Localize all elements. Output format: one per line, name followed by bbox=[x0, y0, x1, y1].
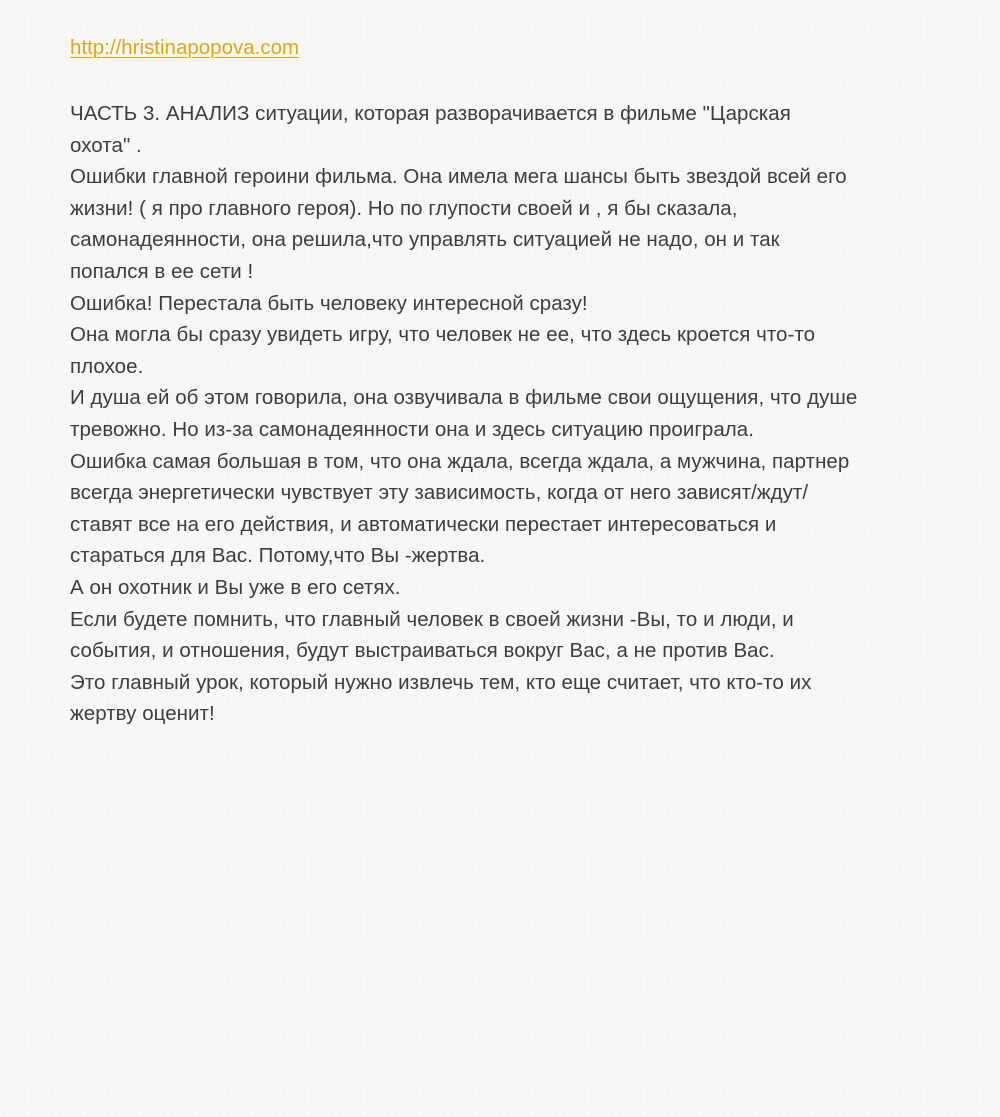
note-line: Это главный урок, который нужно извлечь тем, кто еще считает, что кто-то их bbox=[70, 670, 812, 694]
note-line: Если будете помнить, что главный человек в своей жизни -Вы, то и люди, и bbox=[70, 607, 794, 631]
note-page bbox=[70, 33, 970, 730]
note-line: попался в ее сети ! bbox=[70, 259, 254, 283]
note-line: стараться для Вас. Потому,что Вы -жертва. bbox=[70, 544, 486, 568]
note-line: охота" . bbox=[70, 133, 142, 157]
note-line: А он охотник и Вы уже в его сетях. bbox=[70, 575, 401, 599]
note-line: ЧАСТЬ 3. АНАЛИЗ ситуации, которая разворачивается в фильме "Царская bbox=[70, 102, 791, 125]
note-line: Ошибки главной героини фильма. Она имела мега шансы быть звездой всей его bbox=[70, 165, 847, 189]
note-line: события, и отношения, будут выстраиваться вокруг Вас, а не против Вас. bbox=[70, 639, 775, 663]
note-line: всегда энергетически чувствует эту зависимость, когда от него зависят/ждут/ bbox=[70, 481, 809, 505]
note-line: Ошибка самая большая в том, что она ждала, всегда ждала, а мужчина, партнер bbox=[70, 449, 850, 473]
note-line: тревожно. Но из-за самонадеянности она и здесь ситуацию проиграла. bbox=[70, 417, 754, 441]
note-line: жертву оценит! bbox=[70, 702, 215, 726]
note-line: самонадеянности, она решила,что управлять ситуацией не надо, он и так bbox=[70, 228, 780, 252]
note-line: И душа ей об этом говорила, она озвучивала в фильме свои ощущения, что душе bbox=[70, 386, 858, 410]
note-line: жизни! ( я про главного героя). Но по глупости своей и , я бы сказала, bbox=[70, 196, 738, 220]
note-line: плохое. bbox=[70, 354, 144, 378]
note-line: Ошибка! Перестала быть человеку интересной сразу! bbox=[70, 291, 588, 315]
note-body bbox=[70, 98, 970, 730]
note-line: Она могла бы сразу увидеть игру, что человек не ее, что здесь кроется что-то bbox=[70, 323, 816, 347]
note-line: ставят все на его действия, и автоматически перестает интересоваться и bbox=[70, 512, 777, 536]
website-link[interactable]: http://hristinapopova.com bbox=[70, 36, 300, 59]
